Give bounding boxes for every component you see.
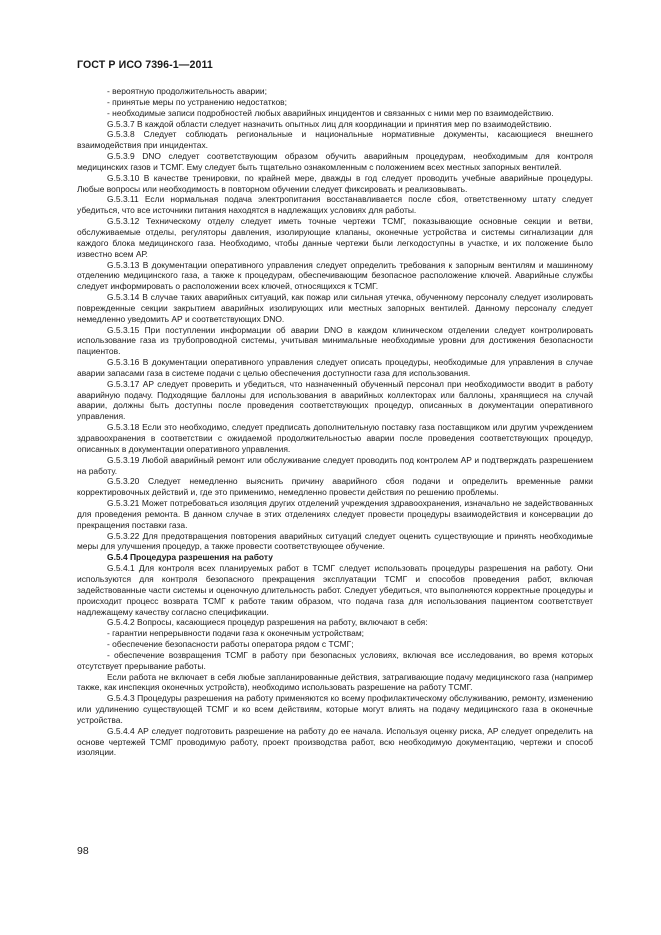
paragraph: - необходимые записи подробностей любых аварийных инцидентов и связанных с ними мер по взаимодействию. (107, 107, 554, 118)
paragraph: - гарантии непрерывности подачи газа к оконечным устройствам; (107, 628, 364, 639)
paragraph: G.5.3.14 В случае таких аварийных ситуаций, как пожар или сильная утечка, обученному персоналу следует изолировать поврежденные секции закрытием аварийных изолирующих или местных запорных вентилей. Данному персоналу следует немедленно уведомить АР и соответствующих DNO. (77, 292, 593, 324)
paragraph: G.5.3.20 Следует немедленно выяснить причину аварийного сбоя подачи и определить временные рамки корректировочных действий и, где это применимо, немедленно провести действия по решению проблемы. (77, 476, 593, 498)
document-body (77, 86, 593, 758)
paragraph: Если работа не включает в себя любые запланированные действия, затрагивающие подачу медицинского газа (например также, как инспекция оконечных устройств), необходимо использовать разрешение на работу ТСМГ. (77, 671, 593, 693)
paragraph: G.5.3.13 В документации оперативного управления следует определить требования к запорным вентилям и машинному отделению медицинского газа, а также к процедурам, обеспечивающим безопасное расположение ключей. Аварийные службы следует информировать о расположении всех ключей, относящихся к ТСМГ. (77, 259, 593, 292)
paragraph: - вероятную продолжительность аварии; (107, 86, 267, 96)
paragraph: G.5.3.18 Если это необходимо, следует предписать дополнительную поставку газа поставщиком или другим учреждением здравоохранения в соответствии с ожидаемой продолжительностью аварии после проведения соответствующих процедур, описанных в документации оперативного управления. (77, 422, 593, 454)
paragraph: G.5.4.3 Процедуры разрешения на работу применяются ко всему профилактическому обслуживанию, ремонту, изменению или удлинению существующей ТСМГ и ко всем действиям, которые могут влиять на подачу медицинского газа в оконечные устройства. (77, 693, 593, 725)
section-heading: G.5.4 Процедура разрешения на работу (107, 552, 273, 563)
paragraph: - принятые меры по устранению недостатков; (107, 96, 287, 107)
paragraph: G.5.3.17 АР следует проверить и убедиться, что назначенный обученный персонал при необходимости вводит в работу аварийную подачу. Подходящие баллоны для использования в аварийных коллекторах или баллоны, хранящиеся на случай аварии, должны быть доступны после проведения соответствующих процедур, описанных в документации оперативного управления. (77, 378, 593, 422)
paragraph: G.5.3.12 Техническому отделу следует иметь точные чертежи ТСМГ, показывающие основные секции и ветви, обслуживаемые отделы, регуляторы давления, изолирующие клапаны, оконечные устройства и системы сигнализации для каждого блока медицинского газа. Необходимо, чтобы данные чертежи были легкодоступны в участке, и их положение было известно всем АР. (77, 216, 593, 259)
document-header: ГОСТ Р ИСО 7396-1—2011 (77, 59, 213, 71)
page-number: 98 (77, 845, 89, 857)
paragraph: G.5.3.22 Для предотвращения повторения аварийных ситуаций следует оценить существующие и принять необходимые меры для улучшения процедур, а также провести соответствующее обучение. (77, 530, 593, 552)
paragraph: G.5.3.21 Может потребоваться изоляция других отделений учреждения здравоохранения, изначально не задействованных для проведения ремонта. В данном случае в этих отделениях следует провести процедуры взаимодействия и консервации до прекращения поставки газа. (77, 498, 593, 530)
paragraph: G.5.3.8 Следует соблюдать региональные и национальные нормативные документы, касающиеся внешнего взаимодействия при инцидентах. (77, 129, 593, 151)
paragraph: G.5.3.10 В качестве тренировки, по крайней мере, дважды в год следует проводить учебные аварийные процедуры. Любые вопросы или необходимость в повторном обучении следует фиксировать и реализовывать. (77, 172, 593, 194)
paragraph: G.5.3.16 В документации оперативного управления следует описать процедуры, необходимые для управления в случае аварии запасами газа в системе подачи с целью обеспечения доступности газа для использования. (77, 357, 593, 378)
paragraph: G.5.4.2 Вопросы, касающиеся процедур разрешения на работу, включают в себя: (107, 617, 428, 628)
paragraph: G.5.3.19 Любой аварийный ремонт или обслуживание следует проводить под контролем АР и подтверждать разрешением на работу. (77, 454, 593, 476)
paragraph: G.5.3.7 В каждой области следует назначить опытных лиц для координации и принятия мер по взаимодействию. (107, 118, 552, 129)
paragraph: G.5.3.15 При поступлении информации об аварии DNO в каждом клиническом отделении следует контролировать использование газа из трубопроводной системы, учитывая минимальные необходимые уровни для достижения безопасности пациентов. (77, 324, 593, 357)
paragraph: - обеспечение безопасности работы оператора рядом с ТСМГ; (107, 639, 354, 650)
paragraph: G.5.3.9 DNO следует соответствующим образом обучить аварийным процедурам, необходимым для контроля медицинских газов и ТСМГ. Ему следует быть тщательно ознакомленным с положением всех местных запорных вентилей. (77, 151, 593, 172)
paragraph: G.5.4.4 АР следует подготовить разрешение на работу до ее начала. Используя оценку риска, АР следует определить на основе чертежей ТСМГ проводимую работу, проект производства работ, всю необходимую документацию, чертежи и способ изоляции. (77, 725, 593, 758)
paragraph: G.5.4.1 Для контроля всех планируемых работ в ТСМГ следует использовать процедуры разрешения на работу. Они используются для контроля безопасного прекращения эксплуатации ТСМГ и способов проведения работ, включая задействованные части системы и оценочную длительность работ. Следует убедиться, что выполняются корректные процедуры и происходит процесс возврата ТСМГ к работе таким образом, что подача газа для использования пациентом соответствует надлежащему качеству согласно спецификации. (77, 563, 593, 617)
paragraph: - обеспечение возвращения ТСМГ в работу при безопасных условиях, включая все исследования, во время которых отсутствует прерывание работы. (77, 649, 593, 671)
paragraph: G.5.3.11 Если нормальная подача электропитания восстанавливается после сбоя, ответственному штату следует убедиться, что все источники питания находятся в надлежащих условиях для работы. (77, 194, 593, 216)
